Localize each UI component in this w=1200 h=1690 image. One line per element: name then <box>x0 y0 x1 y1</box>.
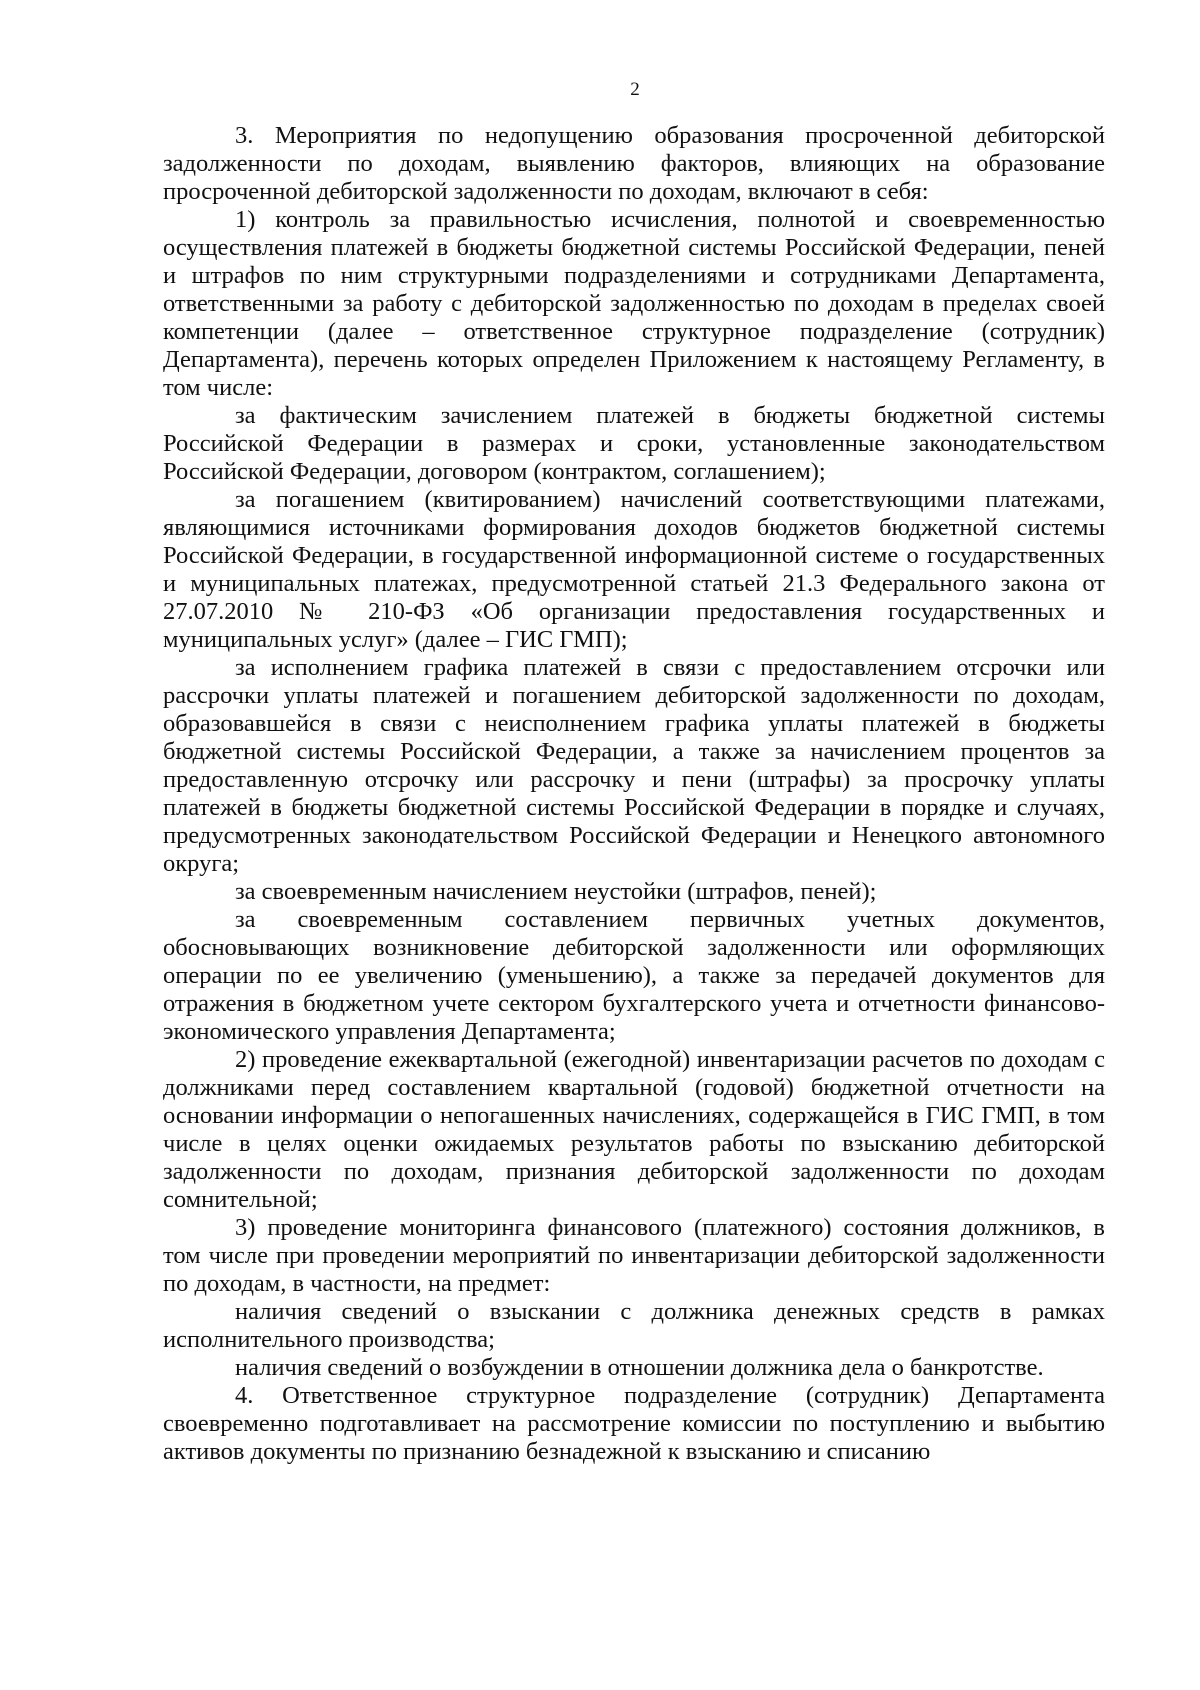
paragraph-subitem-3: 3) проведение мониторинга финансового (платежного) состояния должников, в том числе при проведении мероприятий по инвентаризации дебиторской задолженности по доходам, в частности, на предмет: <box>163 1214 1105 1297</box>
paragraph-subitem-2: 2) проведение ежеквартальной (ежегодной) инвентаризации расчетов по доходам с должниками перед составлением квартальной (годовой) бюджетной отчетности на основании информации о непогашенных начислениях, содержащейся в ГИС ГМП, в том числе в целях оценки ожидаемых результатов работы по взысканию дебиторской задолженности по доходам, признания дебиторской задолженности по доходам сомнительной; <box>163 1046 1105 1213</box>
page-number: 2 <box>630 79 640 100</box>
paragraph-item-3: 3. Мероприятия по недопущению образования просроченной дебиторской задолженности по доходам, выявлению факторов, влияющих на образование просроченной дебиторской задолженности по доходам, включают в себя: <box>163 122 1105 205</box>
paragraph-control-gis-gmp: за погашением (квитированием) начислений соответствующими платежами, являющимися источниками формирования доходов бюджетов бюджетной системы Российской Федерации, в государственной информационной системе о государственных и муниципальных платежах, предусмотренной статьей 21.3 Федерального закона от 27.07.2010 № 210-ФЗ «Об организации предоставления государственных и муниципальных услуг» (далее – ГИС ГМП); <box>163 486 1105 653</box>
paragraph-control-documents: за своевременным составлением первичных учетных документов, обосновывающих возникновение дебиторской задолженности или оформляющих операции по ее увеличению (уменьшению), а также за передачей документов для отражения в бюджетном учете сектором бухгалтерского учета и отчетности финансово-экономического управления Департамента; <box>163 906 1105 1045</box>
paragraph-bankruptcy: наличия сведений о возбуждении в отношении должника дела о банкротстве. <box>235 1354 1044 1381</box>
paragraph-control-penalties: за своевременным начислением неустойки (штрафов, пеней); <box>235 878 877 905</box>
paragraph-subitem-1: 1) контроль за правильностью исчисления, полнотой и своевременностью осуществления платежей в бюджеты бюджетной системы Российской Федерации, пеней и штрафов по ним структурными подразделениями и сотрудниками Департамента, ответственными за работу с дебиторской задолженностью по доходам в пределах своей компетенции (далее – ответственное структурное подразделение (сотрудник) Департамента), перечень которых определен Приложением к настоящему Регламенту, в том числе: <box>163 206 1105 401</box>
paragraph-enforcement: наличия сведений о взыскании с должника денежных средств в рамках исполнительного производства; <box>163 1298 1105 1353</box>
paragraph-item-4: 4. Ответственное структурное подразделение (сотрудник) Департамента своевременно подготавливает на рассмотрение комиссии по поступлению и выбытию активов документы по признанию безнадежной к взысканию и списанию <box>163 1382 1105 1465</box>
document-body <box>163 122 1105 1466</box>
paragraph-control-payments: за фактическим зачислением платежей в бюджеты бюджетной системы Российской Федерации в размерах и сроки, установленные законодательством Российской Федерации, договором (контрактом, соглашением); <box>163 402 1105 485</box>
paragraph-control-schedule: за исполнением графика платежей в связи с предоставлением отсрочки или рассрочки уплаты платежей и погашением дебиторской задолженности по доходам, образовавшейся в связи с неисполнением графика уплаты платежей в бюджеты бюджетной системы Российской Федерации, а также за начислением процентов за предоставленную отсрочку или рассрочку и пени (штрафы) за просрочку уплаты платежей в бюджеты бюджетной системы Российской Федерации в порядке и случаях, предусмотренных законодательством Российской Федерации и Ненецкого автономного округа; <box>163 654 1105 877</box>
